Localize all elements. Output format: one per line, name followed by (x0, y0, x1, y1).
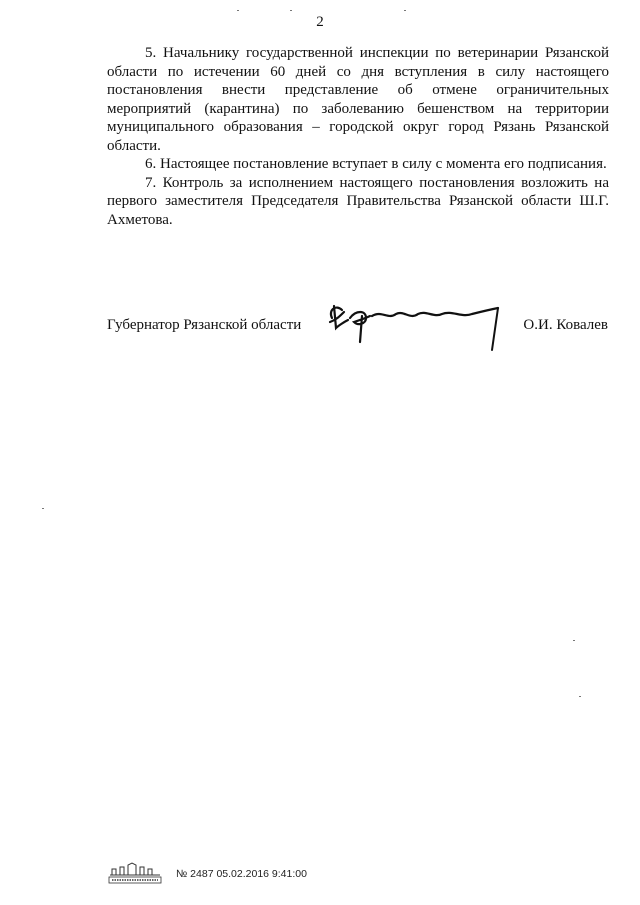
signatory-name: О.И. Ковалев (523, 317, 608, 333)
document-body (107, 44, 609, 229)
registry-logo (106, 861, 164, 887)
page-number: 2 (316, 14, 324, 30)
registration-stamp: № 2487 05.02.2016 9:41:00 (176, 868, 307, 880)
signatory-title: Губернатор Рязанской области (107, 317, 302, 333)
scan-speck (237, 10, 239, 11)
scan-speck (579, 696, 581, 697)
scan-speck (42, 508, 44, 509)
scan-speck (290, 10, 292, 11)
paragraph-6: 6. Настоящее постановление вступает в силу с момента его подписания. (145, 156, 607, 172)
paragraph-5: 5. Начальнику государственной инспекции по ветеринарии Рязанской области по истечении 60 дней со дня вступления в силу настоящего постановления внести представление об отмене ограничительных мероприятий (карантина) по заболеванию бешенством на территории муниципального образования – городской округ город Рязань Рязанской области. (107, 45, 609, 154)
scan-speck (573, 640, 575, 641)
signature-block (0, 310, 640, 360)
document-footer (106, 857, 366, 891)
scan-speck (404, 10, 406, 11)
handwritten-signature (322, 298, 512, 358)
paragraph-7: 7. Контроль за исполнением настоящего постановления возложить на первого заместителя Председателя Правительства Рязанской области Ш.Г. Ахметова. (107, 174, 609, 228)
